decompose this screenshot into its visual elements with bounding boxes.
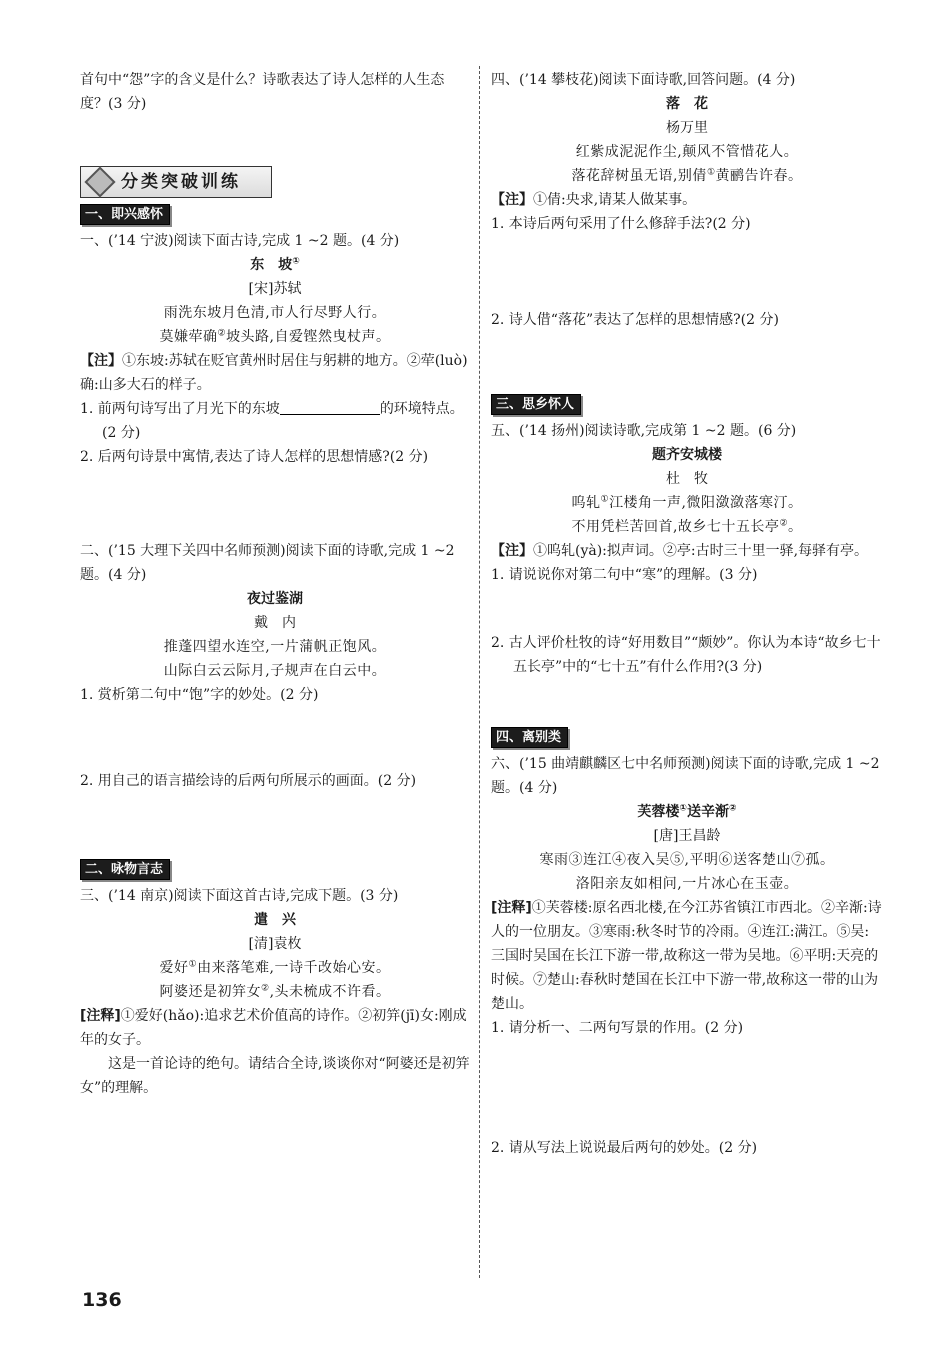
q4-note: 【注】①倩:央求,请某人做某事。 bbox=[491, 192, 697, 208]
q6-note: [注释]①芙蓉楼:原名西北楼,在今江苏省镇江市西北。②辛渐:诗人的一位朋友。③寒雨:秋冬时节的冷雨。④连江:满江。⑤吴:三国时吴国在长江下游一带,故称这一带为吴地。⑥平明:天亮的时候。⑦楚山:春秋时楚国在长江中下游一带,故称这一带的山为楚山。 bbox=[491, 900, 882, 1012]
q2-poem-line: 山际白云云际月,子规声在白云中。 bbox=[163, 663, 387, 679]
q5-poem-title: 题齐安城楼 bbox=[652, 447, 722, 463]
q5-poem-author: 杜 牧 bbox=[666, 471, 708, 487]
q2-sub2: 2. 用自己的语言描绘诗的后两句所展示的画面。(2 分) bbox=[80, 773, 417, 789]
q5-poem-line: 不用凭栏苦回首,故乡七十五长亭②。 bbox=[571, 518, 803, 535]
q4-poem-line: 落花辞树虽无语,别倩①黄鹂告许春。 bbox=[571, 167, 803, 184]
q1-note: 【注】①东坡:苏轼在贬官黄州时居住与躬耕的地方。②荦(luò)确:山多大石的样子。 bbox=[80, 353, 468, 393]
q6-sub2: 2. 请从写法上说说最后两句的妙处。(2 分) bbox=[491, 1140, 758, 1156]
section-tag-1: 一、即兴感怀 bbox=[80, 204, 170, 225]
q5-sub2: 2. 古人评价杜牧的诗“好用数目”“颇妙”。你认为本诗“故乡七十五长亭”中的“七十五”有什么作用?(3 分) bbox=[491, 635, 881, 675]
q5-sub1: 1. 请说说你对第二句中“寒”的理解。(3 分) bbox=[491, 567, 758, 583]
intro-question: 首句中“怨”字的含义是什么？诗歌表达了诗人怎样的人生态度？(3 分) bbox=[80, 72, 445, 112]
q5-poem-line: 呜轧①江楼角一声,微阳潋潋落寒汀。 bbox=[571, 494, 803, 511]
q1-poem-line: 雨洗东坡月色清,市人行尽野人行。 bbox=[163, 305, 387, 321]
q6-sub1: 1. 请分析一、二两句写景的作用。(2 分) bbox=[491, 1020, 744, 1036]
q5-note: 【注】①呜轧(yà):拟声词。②亭:古时三十里一驿,每驿有亭。 bbox=[491, 543, 869, 559]
section-tag-2: 二、咏物言志 bbox=[80, 859, 170, 880]
q6-header: 六、(’15 曲靖麒麟区七中名师预测)阅读下面的诗歌,完成 1 ~2 题。(4 分) bbox=[491, 756, 880, 796]
section-banner: 分类突破训练 bbox=[80, 166, 272, 198]
q3-question: 这是一首论诗的绝句。请结合全诗,谈谈你对“阿婆还是初笄女”的理解。 bbox=[80, 1056, 470, 1096]
page-number: 136 bbox=[82, 1289, 122, 1311]
diamond-icon bbox=[84, 166, 115, 197]
q4-poem-author: 杨万里 bbox=[666, 120, 708, 136]
q3-header: 三、(’14 南京)阅读下面这首古诗,完成下题。(3 分) bbox=[80, 888, 399, 904]
q3-poem-line: 阿婆还是初笄女②,头未梳成不许看。 bbox=[159, 983, 391, 1000]
q6-poem-author: [唐]王昌龄 bbox=[653, 828, 721, 844]
q4-sub2: 2. 诗人借“落花”表达了怎样的思想情感?(2 分) bbox=[491, 312, 779, 328]
q3-poem-line: 爱好①由来落笔难,一诗千改始心安。 bbox=[159, 959, 391, 976]
answer-blank[interactable] bbox=[280, 398, 380, 415]
section-tag-3: 三、思乡怀人 bbox=[491, 394, 581, 415]
q5-header: 五、(’14 扬州)阅读诗歌,完成第 1 ~2 题。(6 分) bbox=[491, 423, 797, 439]
q2-header: 二、(’15 大理下关四中名师预测)阅读下面的诗歌,完成 1 ~2 题。(4 分) bbox=[80, 543, 455, 583]
q4-poem-title: 落 花 bbox=[666, 96, 708, 112]
q2-poem-author: 戴 内 bbox=[254, 615, 296, 631]
column-divider bbox=[479, 66, 480, 1278]
q1-poem-author: [宋]苏轼 bbox=[248, 281, 302, 297]
q2-sub1: 1. 赏析第二句中“饱”字的妙处。(2 分) bbox=[80, 687, 319, 703]
section-tag-4: 四、离别类 bbox=[491, 727, 568, 748]
left-column bbox=[80, 68, 470, 1100]
q2-poem-line: 推蓬四望水连空,一片蒲帆正饱风。 bbox=[163, 639, 387, 655]
q1-poem-title: 东 坡① bbox=[250, 256, 300, 273]
q1-header: 一、(’14 宁波)阅读下面古诗,完成 1 ~2 题。(4 分) bbox=[80, 233, 400, 249]
q1-sub2: 2. 后两句诗景中寓情,表达了诗人怎样的思想情感?(2 分) bbox=[80, 449, 429, 465]
right-column bbox=[491, 68, 883, 1160]
q4-poem-line: 红紫成泥泥作尘,颠风不管惜花人。 bbox=[575, 144, 799, 160]
q3-poem-author: [清]袁枚 bbox=[248, 936, 302, 952]
q4-header: 四、(’14 攀枝花)阅读下面诗歌,回答问题。(4 分) bbox=[491, 72, 796, 88]
q1-poem-line: 莫嫌荦确②坡头路,自爱铿然曳杖声。 bbox=[159, 328, 391, 345]
q1-sub1: 1. 前两句诗写出了月光下的东坡 的环境特点。(2 分) bbox=[80, 397, 470, 445]
q3-poem-title: 遣 兴 bbox=[254, 912, 296, 928]
q3-note: [注释]①爱好(hǎo):追求艺术价值高的诗作。②初笄(jī)女:刚成年的女子。 bbox=[80, 1008, 467, 1048]
q6-poem-line: 寒雨③连江④夜入吴⑤,平明⑥送客楚山⑦孤。 bbox=[539, 852, 835, 868]
q4-sub1: 1. 本诗后两句采用了什么修辞手法?(2 分) bbox=[491, 216, 751, 232]
q6-poem-line: 洛阳亲友如相问,一片冰心在玉壶。 bbox=[575, 876, 799, 892]
q2-poem-title: 夜过鉴湖 bbox=[247, 591, 303, 607]
q6-poem-title: 芙蓉楼①送辛渐② bbox=[637, 803, 737, 820]
